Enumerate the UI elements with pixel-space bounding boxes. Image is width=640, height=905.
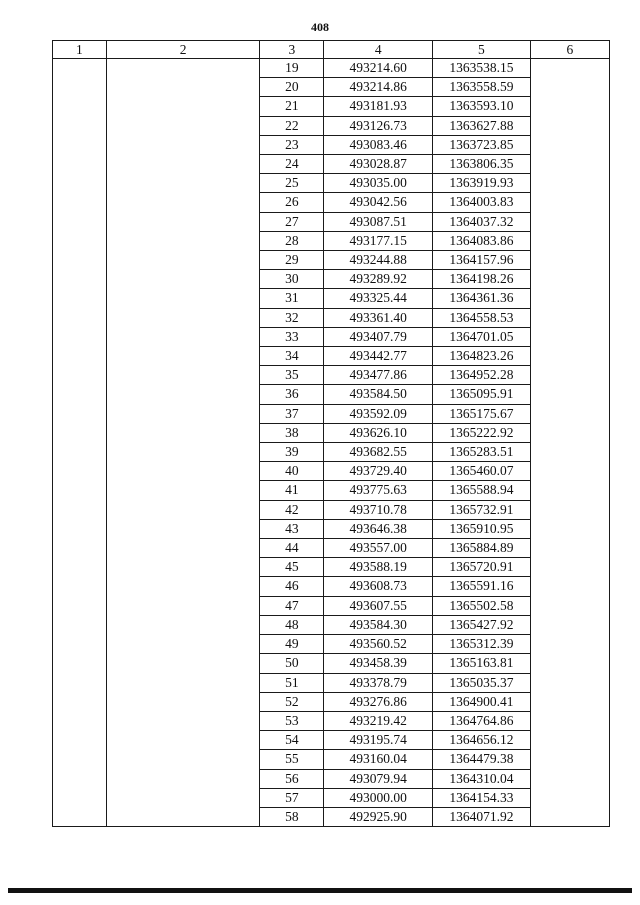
x-coordinate-cell: 493557.00 [324, 539, 433, 558]
y-coordinate-cell: 1363593.10 [433, 97, 531, 116]
point-number-cell: 33 [260, 327, 324, 346]
point-number-cell: 48 [260, 615, 324, 634]
column-header-6: 6 [530, 41, 609, 59]
y-coordinate-cell: 1365283.51 [433, 443, 531, 462]
x-coordinate-cell: 493276.86 [324, 692, 433, 711]
point-number-cell: 58 [260, 807, 324, 826]
x-coordinate-cell: 493560.52 [324, 635, 433, 654]
point-number-cell: 34 [260, 347, 324, 366]
x-coordinate-cell: 493729.40 [324, 462, 433, 481]
x-coordinate-cell: 493710.78 [324, 500, 433, 519]
point-number-cell: 39 [260, 443, 324, 462]
y-coordinate-cell: 1363806.35 [433, 155, 531, 174]
x-coordinate-cell: 493361.40 [324, 308, 433, 327]
point-number-cell: 42 [260, 500, 324, 519]
y-coordinate-cell: 1364198.26 [433, 270, 531, 289]
y-coordinate-cell: 1365163.81 [433, 654, 531, 673]
point-number-cell: 38 [260, 423, 324, 442]
point-number-cell: 49 [260, 635, 324, 654]
point-number-cell: 50 [260, 654, 324, 673]
x-coordinate-cell: 493214.60 [324, 59, 433, 78]
y-coordinate-cell: 1364479.38 [433, 750, 531, 769]
y-coordinate-cell: 1365035.37 [433, 673, 531, 692]
point-number-cell: 52 [260, 692, 324, 711]
x-coordinate-cell: 493584.30 [324, 615, 433, 634]
table-header [53, 41, 610, 59]
point-number-cell: 43 [260, 519, 324, 538]
x-coordinate-cell: 493087.51 [324, 212, 433, 231]
point-number-cell: 31 [260, 289, 324, 308]
y-coordinate-cell: 1363919.93 [433, 174, 531, 193]
header-row [53, 41, 610, 59]
y-coordinate-cell: 1364154.33 [433, 788, 531, 807]
y-coordinate-cell: 1363627.88 [433, 116, 531, 135]
point-number-cell: 21 [260, 97, 324, 116]
x-coordinate-cell: 493626.10 [324, 423, 433, 442]
y-coordinate-cell: 1364157.96 [433, 251, 531, 270]
y-coordinate-cell: 1365884.89 [433, 539, 531, 558]
y-coordinate-cell: 1364900.41 [433, 692, 531, 711]
column-6-cell [530, 59, 609, 827]
point-number-cell: 23 [260, 135, 324, 154]
point-number-cell: 40 [260, 462, 324, 481]
x-coordinate-cell: 493181.93 [324, 97, 433, 116]
column-header-3: 3 [260, 41, 324, 59]
x-coordinate-cell: 493177.15 [324, 231, 433, 250]
x-coordinate-cell: 493588.19 [324, 558, 433, 577]
y-coordinate-cell: 1365095.91 [433, 385, 531, 404]
y-coordinate-cell: 1364083.86 [433, 231, 531, 250]
point-number-cell: 45 [260, 558, 324, 577]
x-coordinate-cell: 493584.50 [324, 385, 433, 404]
y-coordinate-cell: 1364656.12 [433, 731, 531, 750]
y-coordinate-cell: 1364952.28 [433, 366, 531, 385]
point-number-cell: 41 [260, 481, 324, 500]
point-number-cell: 55 [260, 750, 324, 769]
point-number-cell: 36 [260, 385, 324, 404]
x-coordinate-cell: 493646.38 [324, 519, 433, 538]
x-coordinate-cell: 493083.46 [324, 135, 433, 154]
y-coordinate-cell: 1365588.94 [433, 481, 531, 500]
point-number-cell: 29 [260, 251, 324, 270]
y-coordinate-cell: 1364310.04 [433, 769, 531, 788]
y-coordinate-cell: 1365910.95 [433, 519, 531, 538]
point-number-cell: 28 [260, 231, 324, 250]
column-header-5: 5 [433, 41, 531, 59]
y-coordinate-cell: 1365222.92 [433, 423, 531, 442]
point-number-cell: 26 [260, 193, 324, 212]
point-number-cell: 51 [260, 673, 324, 692]
y-coordinate-cell: 1364701.05 [433, 327, 531, 346]
x-coordinate-cell: 493289.92 [324, 270, 433, 289]
x-coordinate-cell: 493028.87 [324, 155, 433, 174]
page-number: 408 [311, 20, 329, 34]
x-coordinate-cell: 493195.74 [324, 731, 433, 750]
point-number-cell: 24 [260, 155, 324, 174]
x-coordinate-cell: 493325.44 [324, 289, 433, 308]
bottom-rule [8, 888, 632, 893]
x-coordinate-cell: 493442.77 [324, 347, 433, 366]
point-number-cell: 54 [260, 731, 324, 750]
table-body [53, 59, 610, 827]
x-coordinate-cell: 493607.55 [324, 596, 433, 615]
column-header-4: 4 [324, 41, 433, 59]
point-number-cell: 32 [260, 308, 324, 327]
y-coordinate-cell: 1365175.67 [433, 404, 531, 423]
x-coordinate-cell: 493244.88 [324, 251, 433, 270]
column-1-cell [53, 59, 107, 827]
point-number-cell: 27 [260, 212, 324, 231]
column-header-1: 1 [53, 41, 107, 59]
point-number-cell: 25 [260, 174, 324, 193]
y-coordinate-cell: 1364823.26 [433, 347, 531, 366]
y-coordinate-cell: 1363723.85 [433, 135, 531, 154]
coordinates-table [52, 40, 610, 827]
y-coordinate-cell: 1365312.39 [433, 635, 531, 654]
table-row [53, 59, 610, 78]
x-coordinate-cell: 493214.86 [324, 78, 433, 97]
y-coordinate-cell: 1365502.58 [433, 596, 531, 615]
point-number-cell: 44 [260, 539, 324, 558]
x-coordinate-cell: 493035.00 [324, 174, 433, 193]
y-coordinate-cell: 1364764.86 [433, 711, 531, 730]
point-number-cell: 53 [260, 711, 324, 730]
x-coordinate-cell: 493378.79 [324, 673, 433, 692]
y-coordinate-cell: 1363538.15 [433, 59, 531, 78]
y-coordinate-cell: 1364361.36 [433, 289, 531, 308]
x-coordinate-cell: 493079.94 [324, 769, 433, 788]
x-coordinate-cell: 493592.09 [324, 404, 433, 423]
y-coordinate-cell: 1365720.91 [433, 558, 531, 577]
x-coordinate-cell: 493407.79 [324, 327, 433, 346]
x-coordinate-cell: 493775.63 [324, 481, 433, 500]
x-coordinate-cell: 493000.00 [324, 788, 433, 807]
x-coordinate-cell: 492925.90 [324, 807, 433, 826]
point-number-cell: 30 [260, 270, 324, 289]
x-coordinate-cell: 493160.04 [324, 750, 433, 769]
y-coordinate-cell: 1364003.83 [433, 193, 531, 212]
point-number-cell: 57 [260, 788, 324, 807]
y-coordinate-cell: 1364071.92 [433, 807, 531, 826]
x-coordinate-cell: 493608.73 [324, 577, 433, 596]
point-number-cell: 46 [260, 577, 324, 596]
y-coordinate-cell: 1364037.32 [433, 212, 531, 231]
y-coordinate-cell: 1365732.91 [433, 500, 531, 519]
x-coordinate-cell: 493042.56 [324, 193, 433, 212]
y-coordinate-cell: 1363558.59 [433, 78, 531, 97]
point-number-cell: 47 [260, 596, 324, 615]
point-number-cell: 19 [260, 59, 324, 78]
point-number-cell: 37 [260, 404, 324, 423]
x-coordinate-cell: 493477.86 [324, 366, 433, 385]
y-coordinate-cell: 1365460.07 [433, 462, 531, 481]
x-coordinate-cell: 493219.42 [324, 711, 433, 730]
x-coordinate-cell: 493126.73 [324, 116, 433, 135]
x-coordinate-cell: 493682.55 [324, 443, 433, 462]
column-header-2: 2 [106, 41, 259, 59]
point-number-cell: 35 [260, 366, 324, 385]
y-coordinate-cell: 1365591.16 [433, 577, 531, 596]
column-2-cell [106, 59, 259, 827]
y-coordinate-cell: 1364558.53 [433, 308, 531, 327]
x-coordinate-cell: 493458.39 [324, 654, 433, 673]
point-number-cell: 22 [260, 116, 324, 135]
point-number-cell: 56 [260, 769, 324, 788]
point-number-cell: 20 [260, 78, 324, 97]
y-coordinate-cell: 1365427.92 [433, 615, 531, 634]
